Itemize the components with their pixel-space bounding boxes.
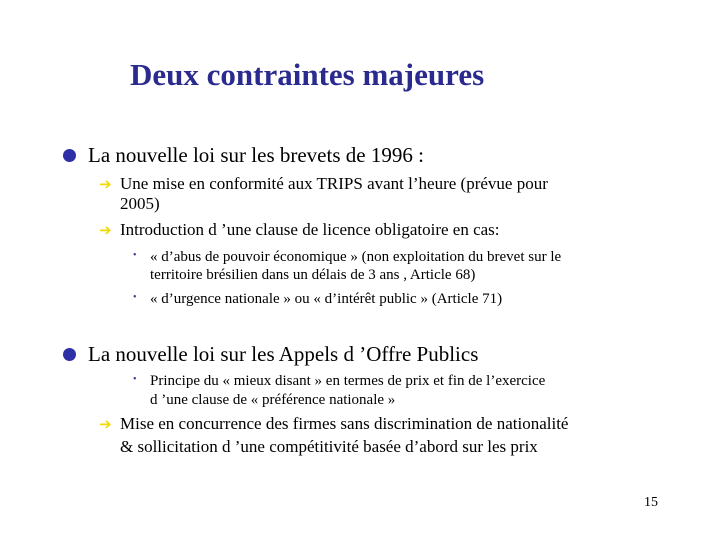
bullet-dot-icon bbox=[63, 149, 76, 162]
bullet-icon: • bbox=[133, 374, 137, 385]
page-number: 15 bbox=[644, 495, 658, 510]
slide-title: Deux contraintes majeures bbox=[130, 57, 485, 92]
bullet-icon: • bbox=[133, 250, 137, 261]
section2-heading: La nouvelle loi sur les Appels d ’Offre Publics bbox=[88, 342, 479, 366]
section1-point1-line1: Une mise en conformité aux TRIPS avant l’heure (prévue pour bbox=[120, 174, 548, 193]
section2-sub1-line2: d ’une clause de « préférence nationale » bbox=[150, 392, 396, 408]
bullet-icon: • bbox=[133, 292, 137, 303]
section1-sub2: « d’urgence nationale » ou « d’intérêt public » (Article 71) bbox=[150, 291, 503, 307]
section1-heading: La nouvelle loi sur les brevets de 1996 : bbox=[88, 143, 424, 167]
arrow-icon: ➔ bbox=[99, 415, 112, 433]
bullet-dot-icon bbox=[63, 348, 76, 361]
section2-point1-line2: & sollicitation d ’une compétitivité basée d’abord sur les prix bbox=[120, 437, 538, 456]
section2-sub1-line1: Principe du « mieux disant » en termes de prix et fin de l’exercice bbox=[150, 373, 546, 389]
section1-sub1-line1: « d’abus de pouvoir économique » (non exploitation du brevet sur le bbox=[150, 249, 562, 265]
arrow-icon: ➔ bbox=[99, 221, 112, 239]
section2-point1-line1: Mise en concurrence des firmes sans discrimination de nationalité bbox=[120, 414, 569, 433]
section1-point2: Introduction d ’une clause de licence obligatoire en cas: bbox=[120, 220, 500, 239]
section1-sub1-line2: territoire brésilien dans un délais de 3 ans , Article 68) bbox=[150, 267, 476, 283]
section1-point1-line2: 2005) bbox=[120, 194, 160, 213]
arrow-icon: ➔ bbox=[99, 175, 112, 193]
